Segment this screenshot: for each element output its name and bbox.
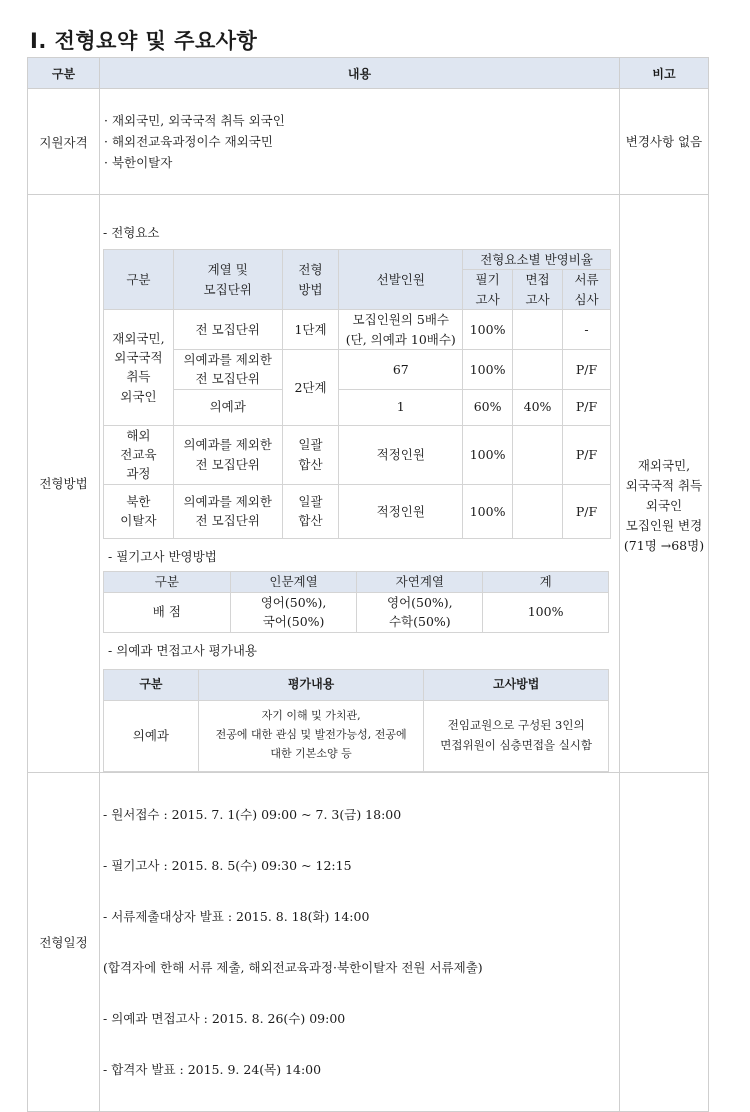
interview-header-gubun: 구분 xyxy=(104,669,199,700)
cell-interview: 40% xyxy=(513,389,563,425)
cell-series: 의예과를 제외한 전 모집단위 xyxy=(173,484,282,538)
schedule-line: - 의예과 면접고사 : 2015. 8. 26(수) 09:00 xyxy=(103,1010,346,1026)
cell-nature: 영어(50%), 수학(50%) xyxy=(357,592,483,632)
section-title-written: - 필기고사 반영방법 xyxy=(108,548,217,564)
elements-header-gubun: 구분 xyxy=(104,250,174,310)
interview-header-content: 평가내용 xyxy=(198,669,424,700)
written-header-total: 계 xyxy=(483,571,609,592)
cell-interview-content: 자기 이해 및 가치관, 전공에 대한 관심 및 발전가능성, 전공에 대한 기본소양 등 xyxy=(198,700,424,771)
written-table xyxy=(103,571,609,633)
elements-header-ratio: 전형요소별 반영비율 xyxy=(463,250,611,270)
row-qualification xyxy=(28,89,709,195)
elements-table xyxy=(103,249,611,539)
cell-score-label: 배 점 xyxy=(104,592,231,632)
qualification-item: · 해외전교육과정이수 재외국민 xyxy=(104,134,273,149)
cell-written: 100% xyxy=(463,425,513,484)
cell-quota: 적정인원 xyxy=(339,484,463,538)
table-row xyxy=(104,700,609,771)
cell-written: 100% xyxy=(463,484,513,538)
schedule-note xyxy=(620,772,709,1111)
section-title-interview: - 의예과 면접고사 평가내용 xyxy=(108,642,257,658)
header-row xyxy=(28,58,709,89)
qualification-note: 변경사항 없음 xyxy=(620,89,709,195)
cell-series: 의예과 xyxy=(173,389,282,425)
qualification-item: · 재외국민, 외국국적 취득 외국인 xyxy=(104,113,285,128)
cell-written: 100% xyxy=(463,349,513,389)
header-note: 비고 xyxy=(620,58,709,89)
table-row xyxy=(104,389,611,425)
cell-quota: 1 xyxy=(339,389,463,425)
header-gubun: 구분 xyxy=(28,58,100,89)
schedule-line: - 원서접수 : 2015. 7. 1(수) 09:00 ~ 7. 3(금) 18:00 xyxy=(103,806,402,822)
elements-header-docs: 서류 심사 xyxy=(563,270,611,310)
row-label-method: 전형방법 xyxy=(28,195,100,773)
table-row xyxy=(104,349,611,389)
summary-table xyxy=(27,57,709,1112)
cell-method: 1단계 xyxy=(282,310,339,350)
cell-docs: P/F xyxy=(563,349,611,389)
qualification-item: · 북한이탈자 xyxy=(104,155,173,170)
cell-method: 2단계 xyxy=(282,349,339,425)
written-header-human: 인문계열 xyxy=(230,571,357,592)
cell-series: 의예과를 제외한 전 모집단위 xyxy=(173,349,282,389)
cell-human: 영어(50%), 국어(50%) xyxy=(230,592,357,632)
cell-quota: 67 xyxy=(339,349,463,389)
cell-total: 100% xyxy=(483,592,609,632)
cell-quota: 적정인원 xyxy=(339,425,463,484)
interview-header-method: 고사방법 xyxy=(424,669,609,700)
row-schedule xyxy=(28,772,709,1111)
schedule-line: - 서류제출대상자 발표 : 2015. 8. 18(화) 14:00 xyxy=(103,908,370,924)
table-row xyxy=(104,425,611,484)
qualification-content xyxy=(100,89,620,195)
row-label-qualification: 지원자격 xyxy=(28,89,100,195)
header-content: 내용 xyxy=(100,58,620,89)
cell-interview xyxy=(513,310,563,350)
elements-header-method: 전형 방법 xyxy=(282,250,339,310)
elements-header-interview: 면접 고사 xyxy=(513,270,563,310)
cell-written: 60% xyxy=(463,389,513,425)
group-overseas-foreigner: 재외국민, 외국국적 취득 외국인 xyxy=(104,310,174,426)
cell-quota: 모집인원의 5배수 (단, 의예과 10배수) xyxy=(339,310,463,350)
written-header-nature: 자연계열 xyxy=(357,571,483,592)
elements-header-written: 필기 고사 xyxy=(463,270,513,310)
cell-series: 의예과를 제외한 전 모집단위 xyxy=(173,425,282,484)
group-overseas-education: 해외 전교육 과정 xyxy=(104,425,174,484)
schedule-line: - 필기고사 : 2015. 8. 5(수) 09:30 ~ 12:15 xyxy=(103,857,352,873)
table-row xyxy=(104,592,609,632)
cell-interview xyxy=(513,425,563,484)
method-content xyxy=(100,195,620,773)
cell-interview xyxy=(513,349,563,389)
schedule-line: (합격자에 한해 서류 제출, 해외전교육과정·북한이탈자 전원 서류제출) xyxy=(103,959,483,975)
interview-table xyxy=(103,669,609,772)
cell-written: 100% xyxy=(463,310,513,350)
row-label-schedule: 전형일정 xyxy=(28,772,100,1111)
table-row xyxy=(104,484,611,538)
cell-interview-label: 의예과 xyxy=(104,700,199,771)
cell-interview-method: 전임교원으로 구성된 3인의 면접위원이 심층면접을 실시함 xyxy=(424,700,609,771)
cell-docs: P/F xyxy=(563,484,611,538)
section-title-elements: - 전형요소 xyxy=(103,225,160,240)
elements-header-quota: 선발인원 xyxy=(339,250,463,310)
cell-docs: P/F xyxy=(563,425,611,484)
cell-method: 일괄 합산 xyxy=(282,425,339,484)
method-note: 재외국민, 외국국적 취득 외국인 모집인원 변경 (71명 →68명) xyxy=(620,195,709,773)
schedule-line: - 합격자 발표 : 2015. 9. 24(목) 14:00 xyxy=(103,1061,322,1077)
cell-docs: - xyxy=(563,310,611,350)
table-row xyxy=(104,310,611,350)
page-title: Ⅰ. 전형요약 및 주요사항 xyxy=(30,29,258,53)
group-north-korean-defector: 북한 이탈자 xyxy=(104,484,174,538)
written-header-gubun: 구분 xyxy=(104,571,231,592)
cell-interview xyxy=(513,484,563,538)
cell-series: 전 모집단위 xyxy=(173,310,282,350)
row-method xyxy=(28,195,709,773)
cell-method: 일괄 합산 xyxy=(282,484,339,538)
cell-docs: P/F xyxy=(563,389,611,425)
schedule-content xyxy=(100,772,620,1111)
elements-header-series: 계열 및 모집단위 xyxy=(173,250,282,310)
